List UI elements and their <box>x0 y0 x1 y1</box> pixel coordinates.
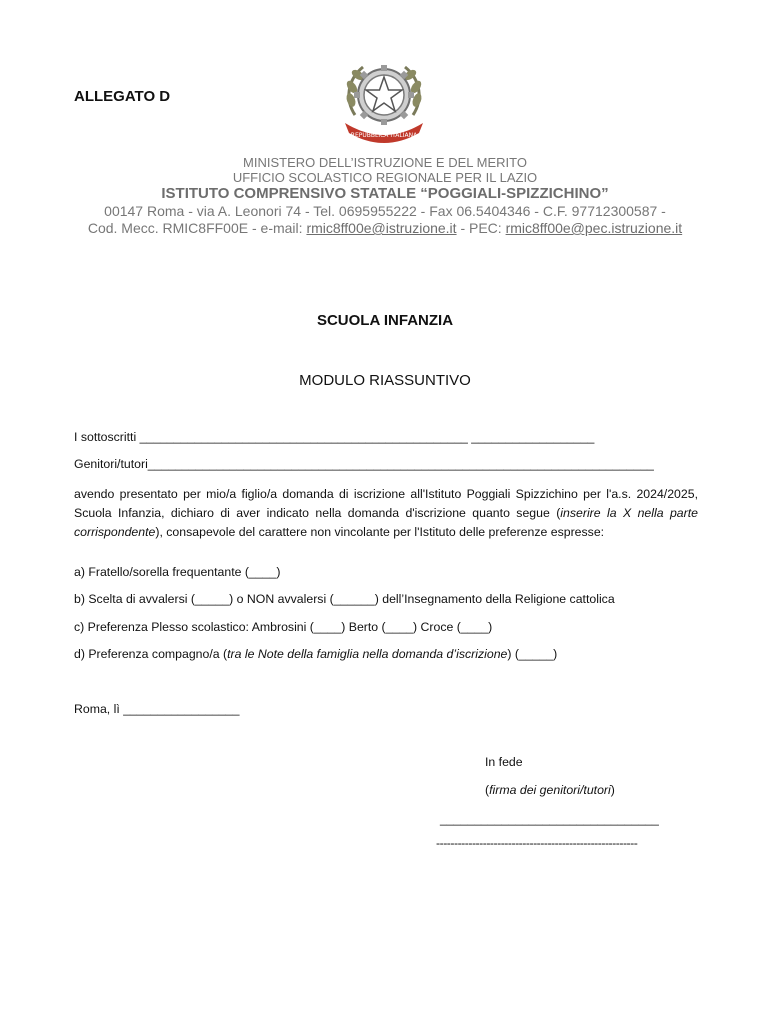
signature-line-2: -------------------------------------------------------- <box>436 836 638 850</box>
declaration-text-1: avendo presentato per mio/a figlio/a domanda di iscrizione all'Istituto Poggiali Spizzichino per l'a.s. 2024/2025, Scuola Infanzia, dichiaro di aver indicato nella domanda d'iscrizione quanto segue ( <box>74 487 698 520</box>
form-title: MODULO RIASSUNTIVO <box>299 372 471 389</box>
ministry-name: MINISTERO DELL’ISTRUZIONE E DEL MERITO <box>243 155 527 170</box>
signature-line-1: ________________________________ <box>440 812 659 826</box>
item-d <box>74 647 557 661</box>
emblem-ribbon-text: REPUBBLICA ITALIANA <box>350 132 418 139</box>
item-b: b) Scelta di avvalersi (_____) o NON avvalersi (______) dell’Insegnamento della Religione cattolica <box>74 592 615 606</box>
item-d-italic: tra le Note della famiglia nella domanda d’iscrizione <box>227 647 508 661</box>
pec-link[interactable]: rmic8ff00e@pec.istruzione.it <box>505 220 683 236</box>
email-link[interactable]: rmic8ff00e@istruzione.it <box>306 220 457 236</box>
item-c: c) Preferenza Plesso scolastico: Ambrosini (____) Berto (____) Croce (____) <box>74 620 493 634</box>
institute-address: 00147 Roma - via A. Leonori 74 - Tel. 0695955222 - Fax 06.5404346 - C.F. 97712300587 - <box>104 203 666 219</box>
regional-office: UFFICIO SCOLASTICO REGIONALE PER IL LAZIO <box>232 170 538 185</box>
attachment-label: ALLEGATO D <box>74 88 171 105</box>
pec-prefix: - PEC: <box>456 220 506 236</box>
item-a: a) Fratello/sorella frequentante (____) <box>74 565 281 579</box>
institute-contacts <box>0 220 770 237</box>
parents-line: Genitori/tutori__________________________________________________________________________ <box>74 457 654 471</box>
declaration-paragraph <box>74 485 698 542</box>
signers-line: I sottoscritti ________________________________________________ __________________ <box>74 430 595 444</box>
paren-open: ( <box>485 783 490 797</box>
declaration-text-2: ), consapevole del carattere non vincolante per l'Istituto delle preferenze espresse: <box>155 525 605 539</box>
declaration-italic: inserire la X nella parte corrispondente <box>74 506 698 539</box>
in-fede-label: In fede <box>485 755 523 769</box>
paren-close: ) <box>610 783 615 797</box>
place-date-line: Roma, lì _________________ <box>74 702 240 716</box>
institute-name: ISTITUTO COMPRENSIVO STATALE “POGGIALI-SPIZZICHINO” <box>161 185 609 202</box>
institute-header <box>0 155 770 237</box>
code-prefix: Cod. Mecc. RMIC8FF00E - e-mail: <box>87 220 307 236</box>
signature-label: firma dei genitori/tutori <box>489 783 611 797</box>
section-title: SCUOLA INFANZIA <box>316 312 454 329</box>
item-d-text-1: d) Preferenza compagno/a ( <box>74 647 228 661</box>
item-d-text-2: ) (_____) <box>507 647 558 661</box>
signature-caption <box>485 783 615 797</box>
italian-republic-emblem <box>335 55 433 147</box>
